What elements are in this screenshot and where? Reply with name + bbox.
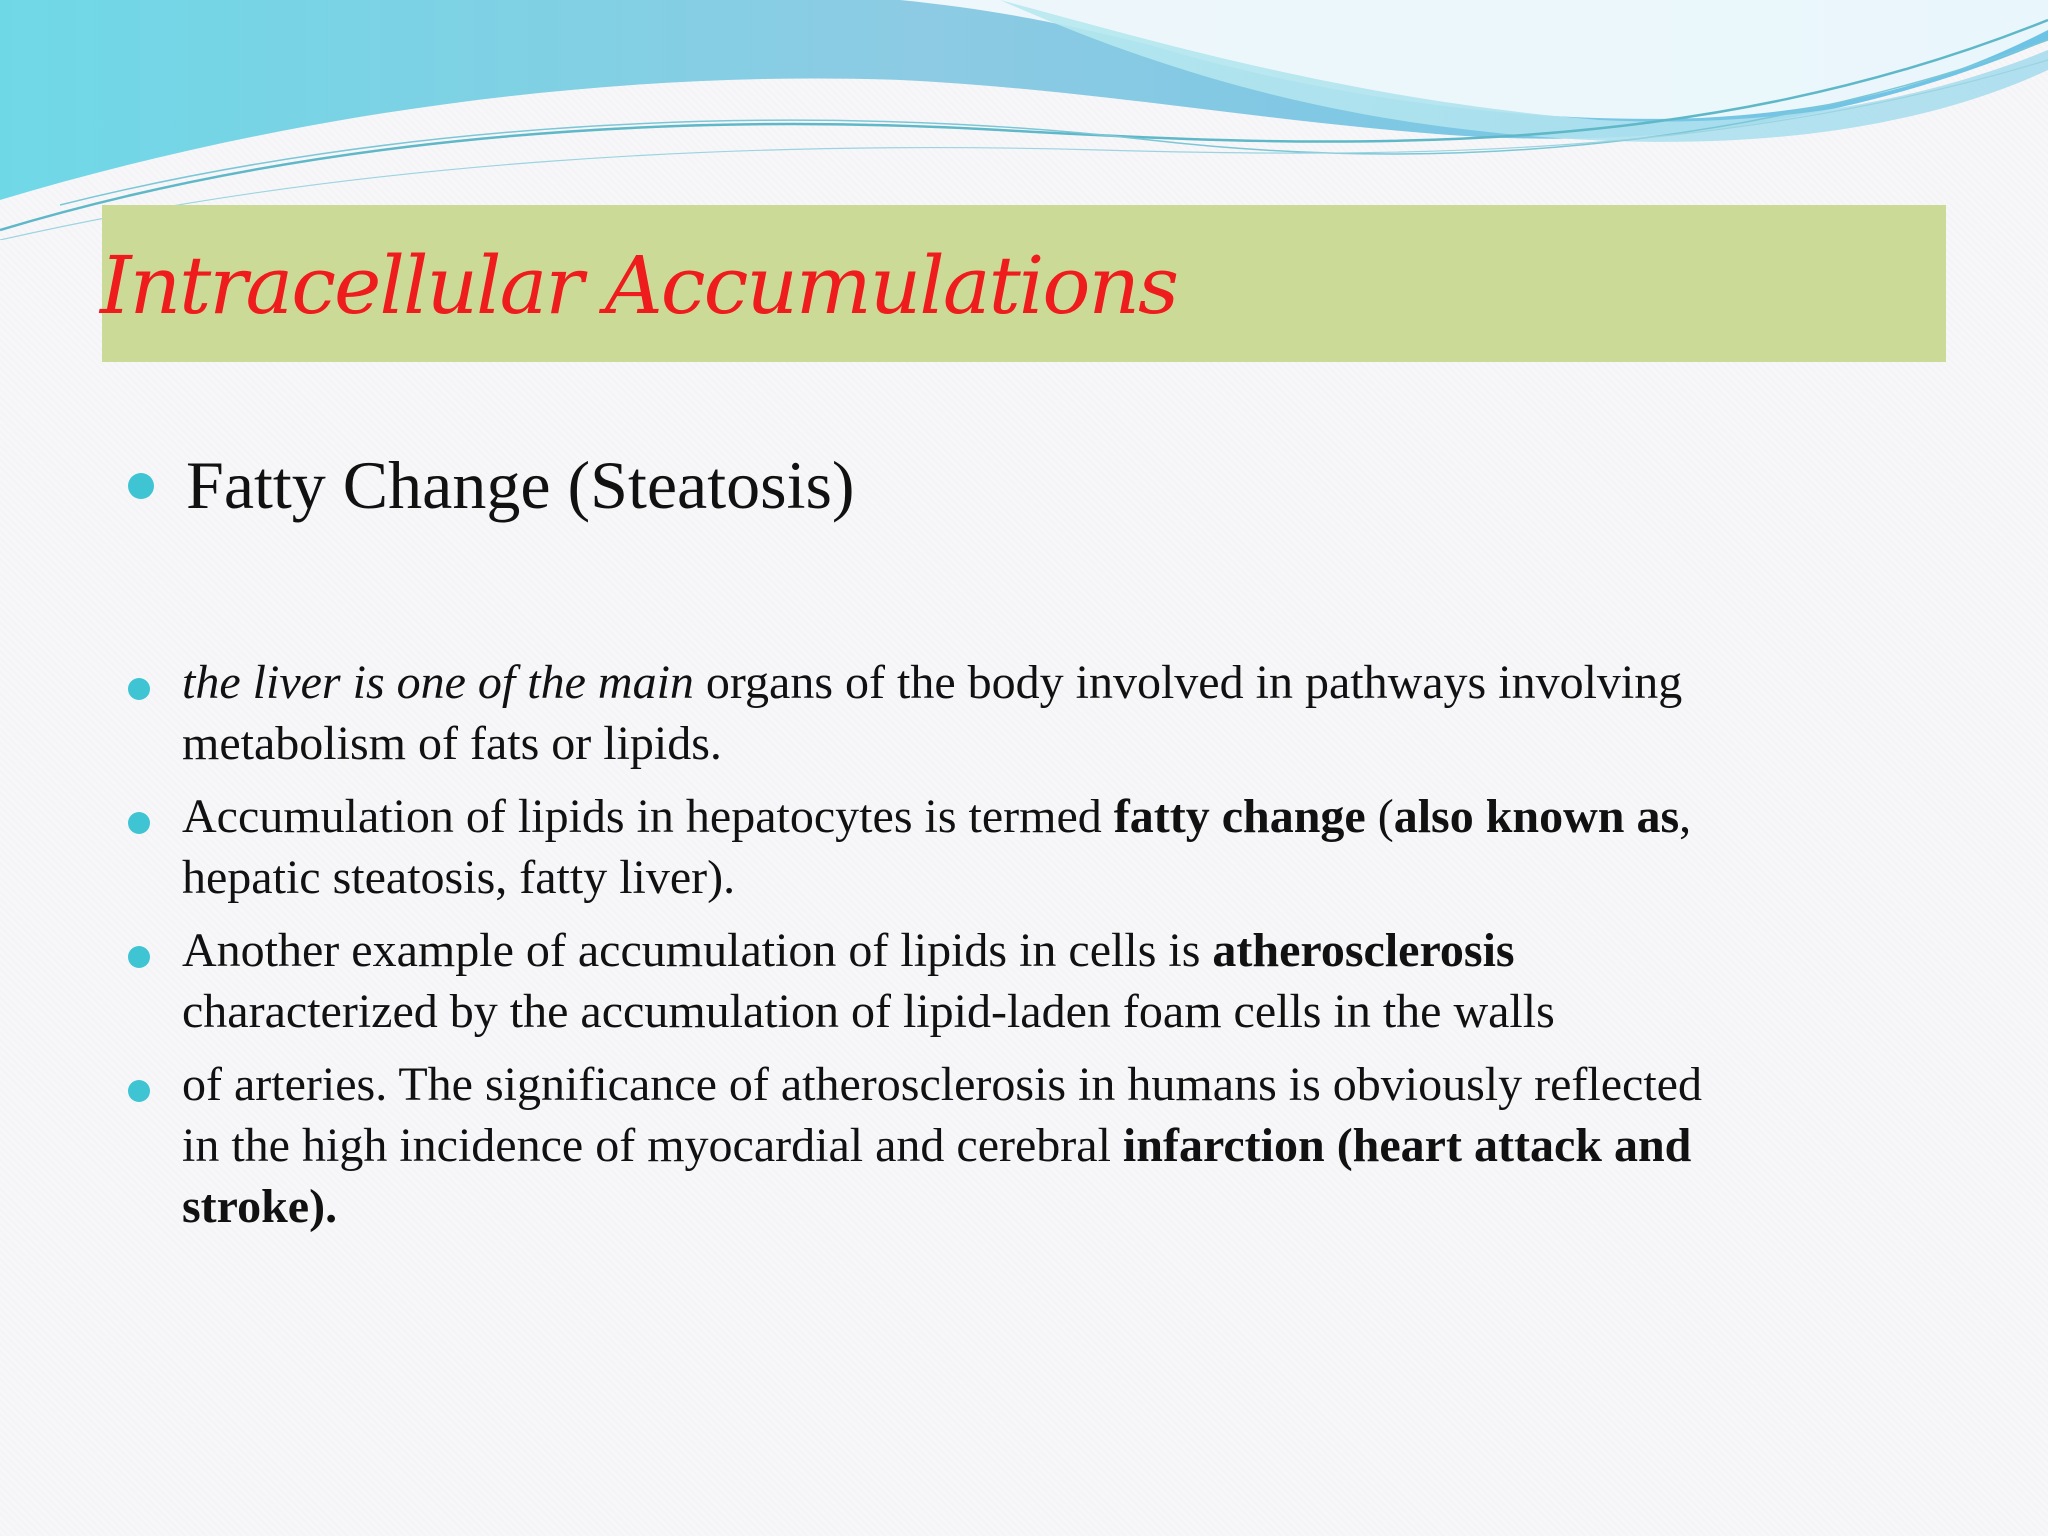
bullet-icon bbox=[128, 1080, 150, 1102]
text-line bbox=[182, 920, 1555, 981]
subheading-text: Fatty Change (Steatosis) bbox=[186, 447, 855, 523]
bold-phrase: also known as bbox=[1393, 790, 1680, 843]
list-item-text bbox=[182, 786, 1691, 908]
list-item-text bbox=[182, 920, 1555, 1042]
subheading bbox=[128, 445, 855, 527]
text-span: organs of the body involved in pathways involving bbox=[693, 656, 1683, 709]
text-line bbox=[182, 652, 1682, 713]
text-line: characterized by the accumulation of lipid-laden foam cells in the walls bbox=[182, 985, 1555, 1038]
list-item-text bbox=[182, 652, 1682, 774]
list-item bbox=[128, 652, 1938, 774]
wave-header-decoration bbox=[0, 0, 2048, 240]
slide-title: Intracellular Accumulations bbox=[100, 239, 1178, 332]
text-line: stroke). bbox=[182, 1180, 338, 1233]
bold-phrase: atherosclerosis bbox=[1212, 924, 1515, 977]
list-item-text bbox=[182, 1054, 1702, 1237]
bullet-icon bbox=[128, 473, 154, 499]
bold-phrase: fatty change bbox=[1113, 790, 1366, 843]
text-line bbox=[182, 1115, 1702, 1176]
bullet-icon bbox=[128, 946, 150, 968]
bullet-icon bbox=[128, 678, 150, 700]
text-span: in the high incidence of myocardial and cerebral bbox=[182, 1119, 1123, 1172]
bold-phrase: infarction (heart attack and bbox=[1122, 1119, 1692, 1172]
bullet-list bbox=[128, 652, 1938, 1249]
text-line: of arteries. The significance of atherosclerosis in humans is obviously reflected bbox=[182, 1058, 1702, 1111]
text-span: ( bbox=[1365, 790, 1394, 843]
list-item bbox=[128, 786, 1938, 908]
list-item bbox=[128, 1054, 1938, 1237]
text-span: Accumulation of lipids in hepatocytes is termed bbox=[182, 790, 1114, 843]
bullet-icon bbox=[128, 812, 150, 834]
italic-phrase: the liver is one of the main bbox=[182, 656, 694, 709]
text-line: hepatic steatosis, fatty liver). bbox=[182, 851, 736, 904]
text-span: , bbox=[1679, 790, 1692, 843]
text-line: metabolism of fats or lipids. bbox=[182, 717, 722, 770]
text-line bbox=[182, 786, 1691, 847]
text-span: Another example of accumulation of lipids in cells is bbox=[182, 924, 1213, 977]
list-item bbox=[128, 920, 1938, 1042]
